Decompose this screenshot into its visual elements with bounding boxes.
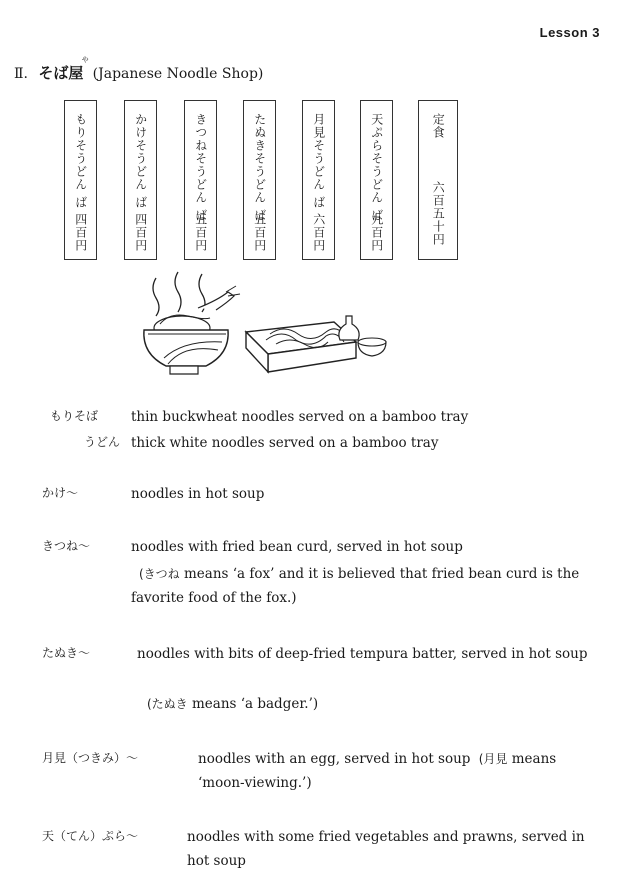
glossary-term-tsukimi: 月見（つきみ）～ <box>42 751 139 765</box>
menu-item-name: 天ぷらそうどん ば <box>369 113 384 222</box>
glossary-term-mori-soba: もりそば <box>50 409 99 423</box>
tempura-noodle-bowl-illustration <box>138 268 250 386</box>
section-title-ja-text: そば屋 <box>38 64 84 82</box>
zaru-soba-tray-illustration <box>240 312 400 380</box>
section-title-ja <box>38 56 89 82</box>
menu-item-name: かけそうどん ば <box>133 113 148 209</box>
note-ja-term: (月見 <box>478 752 508 766</box>
menu-card-teishoku <box>418 100 458 260</box>
menu-item-name: きつねそうどん ば <box>193 113 208 222</box>
note-ja-term: (きつね <box>139 567 180 581</box>
menu-item-price: 四百円 <box>73 213 88 252</box>
menu-item-price: 六百円 <box>311 213 326 252</box>
glossary-term-kitsune: きつね～ <box>42 539 91 553</box>
glossary-note-tanuki <box>147 692 318 716</box>
menu-card-tempura <box>360 100 393 260</box>
menu-item-price: 四百円 <box>133 213 148 252</box>
glossary-term-tanuki: たぬき～ <box>42 646 91 660</box>
section-title-en: (Japanese Noodle Shop) <box>92 66 264 82</box>
note-text: means ‘a fox’ and it is believed that fried bean curd is the favorite food of the fox.) <box>131 566 580 606</box>
menu-item-name: 月見そうどん ば <box>311 113 326 209</box>
menu-item-name: 定食 <box>431 113 446 139</box>
lesson-label: Lesson 3 <box>539 25 600 40</box>
glossary-definition: noodles in hot soup <box>131 486 265 502</box>
note-ja-term: (たぬき <box>147 697 188 711</box>
note-text: means ‘moon-viewing.’) <box>198 751 557 791</box>
glossary-term-tempura: 天（てん）ぷら～ <box>42 829 139 843</box>
menu-item-price: 五百円 <box>252 213 267 252</box>
glossary-definition: thin buckwheat noodles served on a bamboo tray <box>131 409 469 425</box>
glossary-definition-text: noodles with an egg, served in hot soup <box>198 751 471 767</box>
glossary-definition: noodles with fried bean curd, served in hot soup <box>131 539 463 555</box>
section-heading <box>14 56 264 83</box>
section-number: Ⅱ. <box>14 66 28 82</box>
menu-item-price: 九百円 <box>369 213 384 252</box>
menu-card-mori <box>64 100 97 260</box>
glossary-term-udon: うどん <box>84 435 121 449</box>
menu-card-tanuki <box>243 100 276 260</box>
glossary-definition: thick white noodles served on a bamboo tray <box>131 435 439 451</box>
glossary-definition: noodles with some fried vegetables and prawns, served in hot soup <box>187 829 585 869</box>
glossary-note-kitsune <box>131 562 601 610</box>
glossary-definition: noodles with bits of deep-fried tempura batter, served in hot soup <box>137 646 588 662</box>
note-text: means ‘a badger.’) <box>191 696 319 712</box>
menu-item-price: 五百円 <box>193 213 208 252</box>
menu-card-kake <box>124 100 157 260</box>
glossary-term-kake: かけ～ <box>42 486 79 500</box>
menu-item-name: たぬきそうどん ば <box>252 113 267 222</box>
section-title-ruby: や <box>81 56 89 64</box>
menu-item-price: 六百五十円 <box>431 181 446 246</box>
menu-card-kitsune <box>184 100 217 260</box>
menu-item-name: もりそうどん ば <box>73 113 88 209</box>
menu-card-tsukimi <box>302 100 335 260</box>
glossary-definition <box>198 747 602 795</box>
